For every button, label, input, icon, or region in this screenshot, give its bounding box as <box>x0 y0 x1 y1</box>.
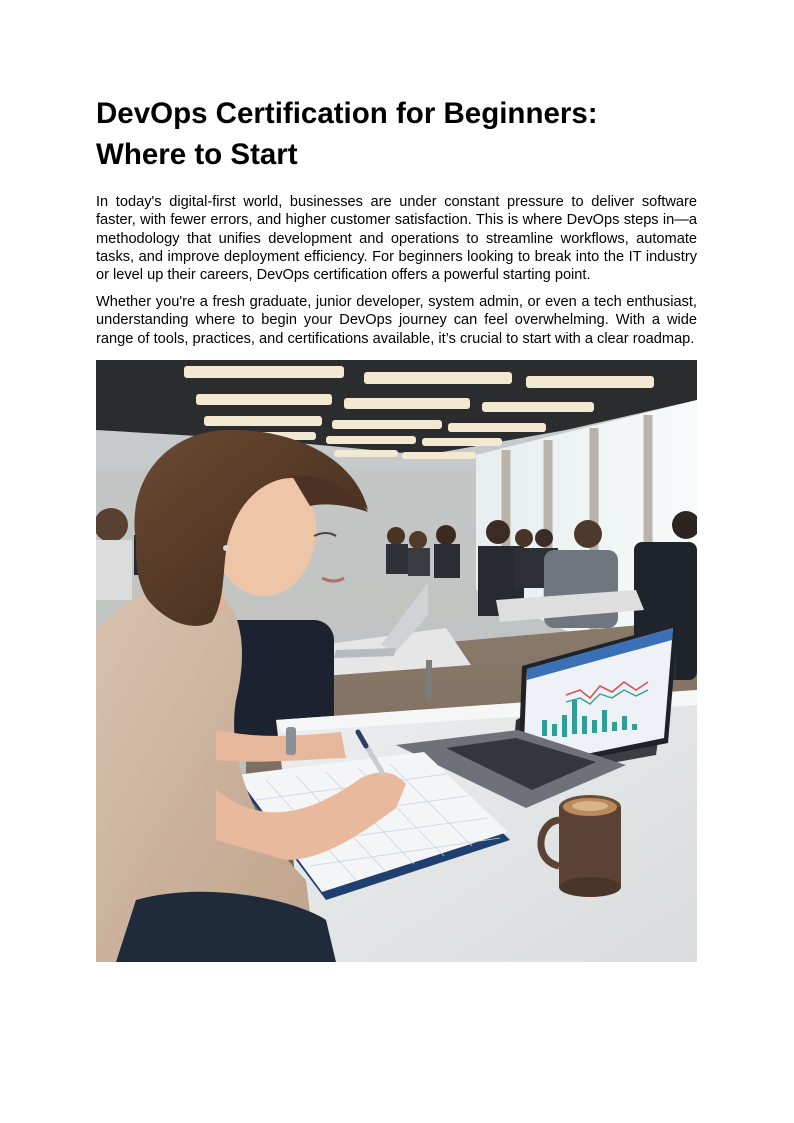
page-title <box>96 93 698 175</box>
intro-paragraph: In today's digital-first world, businesses are under constant pressure to deliver software faster, with fewer errors, and higher customer satisfaction. This is where DevOps steps in—a methodology that unifies development and operations to streamline workflows, automate tasks, and improve deployment efficiency. For beginners looking to break into the IT industry or level up their careers, DevOps certification offers a powerful starting point. <box>96 194 697 284</box>
title-line-2: Where to Start <box>96 138 298 171</box>
second-paragraph: Whether you're a fresh graduate, junior developer, system admin, or even a tech enthusiast, understanding where to begin your DevOps journey can feel overwhelming. With a wide range of tools, practices, and certifications available, it’s crucial to start with a clear roadmap. <box>96 294 697 347</box>
title-line-1: DevOps Certification for Beginners: <box>96 97 598 130</box>
classroom-photo <box>96 360 697 962</box>
